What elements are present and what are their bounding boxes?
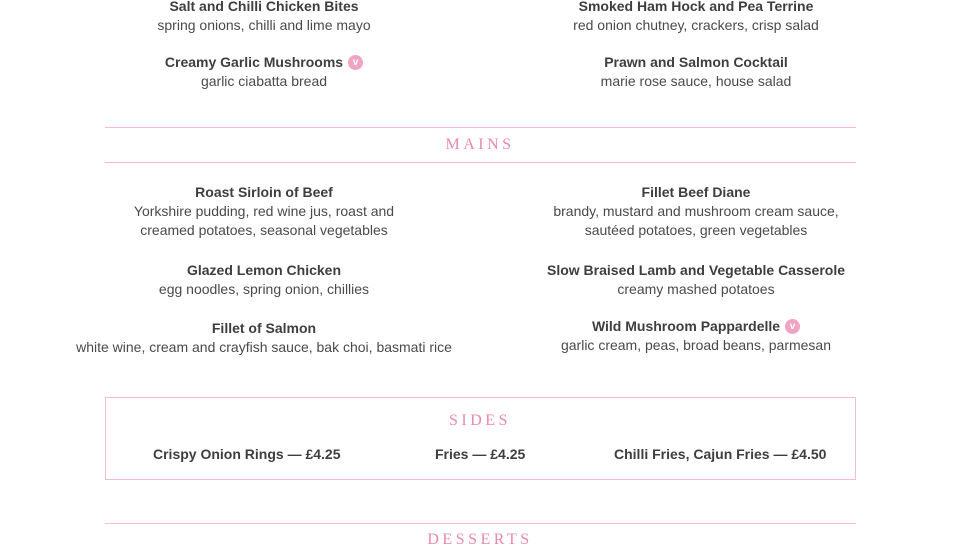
item-name: Creamy Garlic Mushrooms — [164, 54, 344, 70]
section-title-sides: SIDES — [449, 412, 511, 429]
item-description: egg noodles, spring onion, chillies — [158, 281, 370, 297]
item-name: Fillet Beef Diane — [641, 184, 751, 200]
item-name: Fillet of Salmon — [211, 320, 317, 336]
item-description: sautéed potatoes, green vegetables — [584, 222, 808, 238]
item-name: Glazed Lemon Chicken — [186, 262, 342, 278]
item-description: creamed potatoes, seasonal vegetables — [140, 222, 388, 238]
menu-item — [64, 183, 464, 240]
item-description: spring onions, chilli and lime mayo — [157, 17, 371, 33]
item-description: garlic ciabatta bread — [200, 73, 328, 89]
vegetarian-badge-icon: v — [348, 55, 363, 70]
item-name: Prawn and Salmon Cocktail — [604, 54, 788, 70]
vegetarian-badge-icon: v — [785, 319, 800, 334]
item-name: Smoked Ham Hock and Pea Terrine — [578, 0, 814, 14]
menu-item — [496, 183, 896, 240]
item-name: Roast Sirloin of Beef — [195, 184, 333, 200]
divider-line — [105, 523, 856, 524]
item-name: Wild Mushroom Pappardelle — [591, 318, 781, 334]
item-name: Slow Braised Lamb and Vegetable Casserole — [547, 262, 845, 278]
menu-item — [64, 319, 464, 357]
item-description: Yorkshire pudding, red wine jus, roast and — [133, 203, 395, 219]
item-name-row — [496, 317, 896, 336]
sides-box — [105, 397, 856, 480]
menu-item — [496, 261, 896, 299]
side-item: Crispy Onion Rings — £4.25 — [153, 446, 341, 462]
item-description: creamy mashed potatoes — [617, 281, 775, 297]
item-description: garlic cream, peas, broad beans, parmesan — [560, 337, 832, 353]
item-description: white wine, cream and crayfish sauce, bak choi, basmati rice — [76, 339, 452, 355]
item-description: brandy, mustard and mushroom cream sauce, — [553, 203, 839, 219]
section-title-mains: MAINS — [445, 136, 515, 153]
section-title-desserts: DESSERTS — [427, 531, 533, 548]
side-item: Chilli Fries, Cajun Fries — £4.50 — [614, 446, 827, 462]
item-description: red onion chutney, crackers, crisp salad — [573, 17, 819, 33]
menu-item — [64, 261, 464, 299]
item-name: Salt and Chilli Chicken Bites — [169, 0, 359, 14]
menu-item — [496, 317, 896, 355]
side-item: Fries — £4.25 — [435, 446, 526, 462]
item-description: marie rose sauce, house salad — [600, 73, 792, 89]
